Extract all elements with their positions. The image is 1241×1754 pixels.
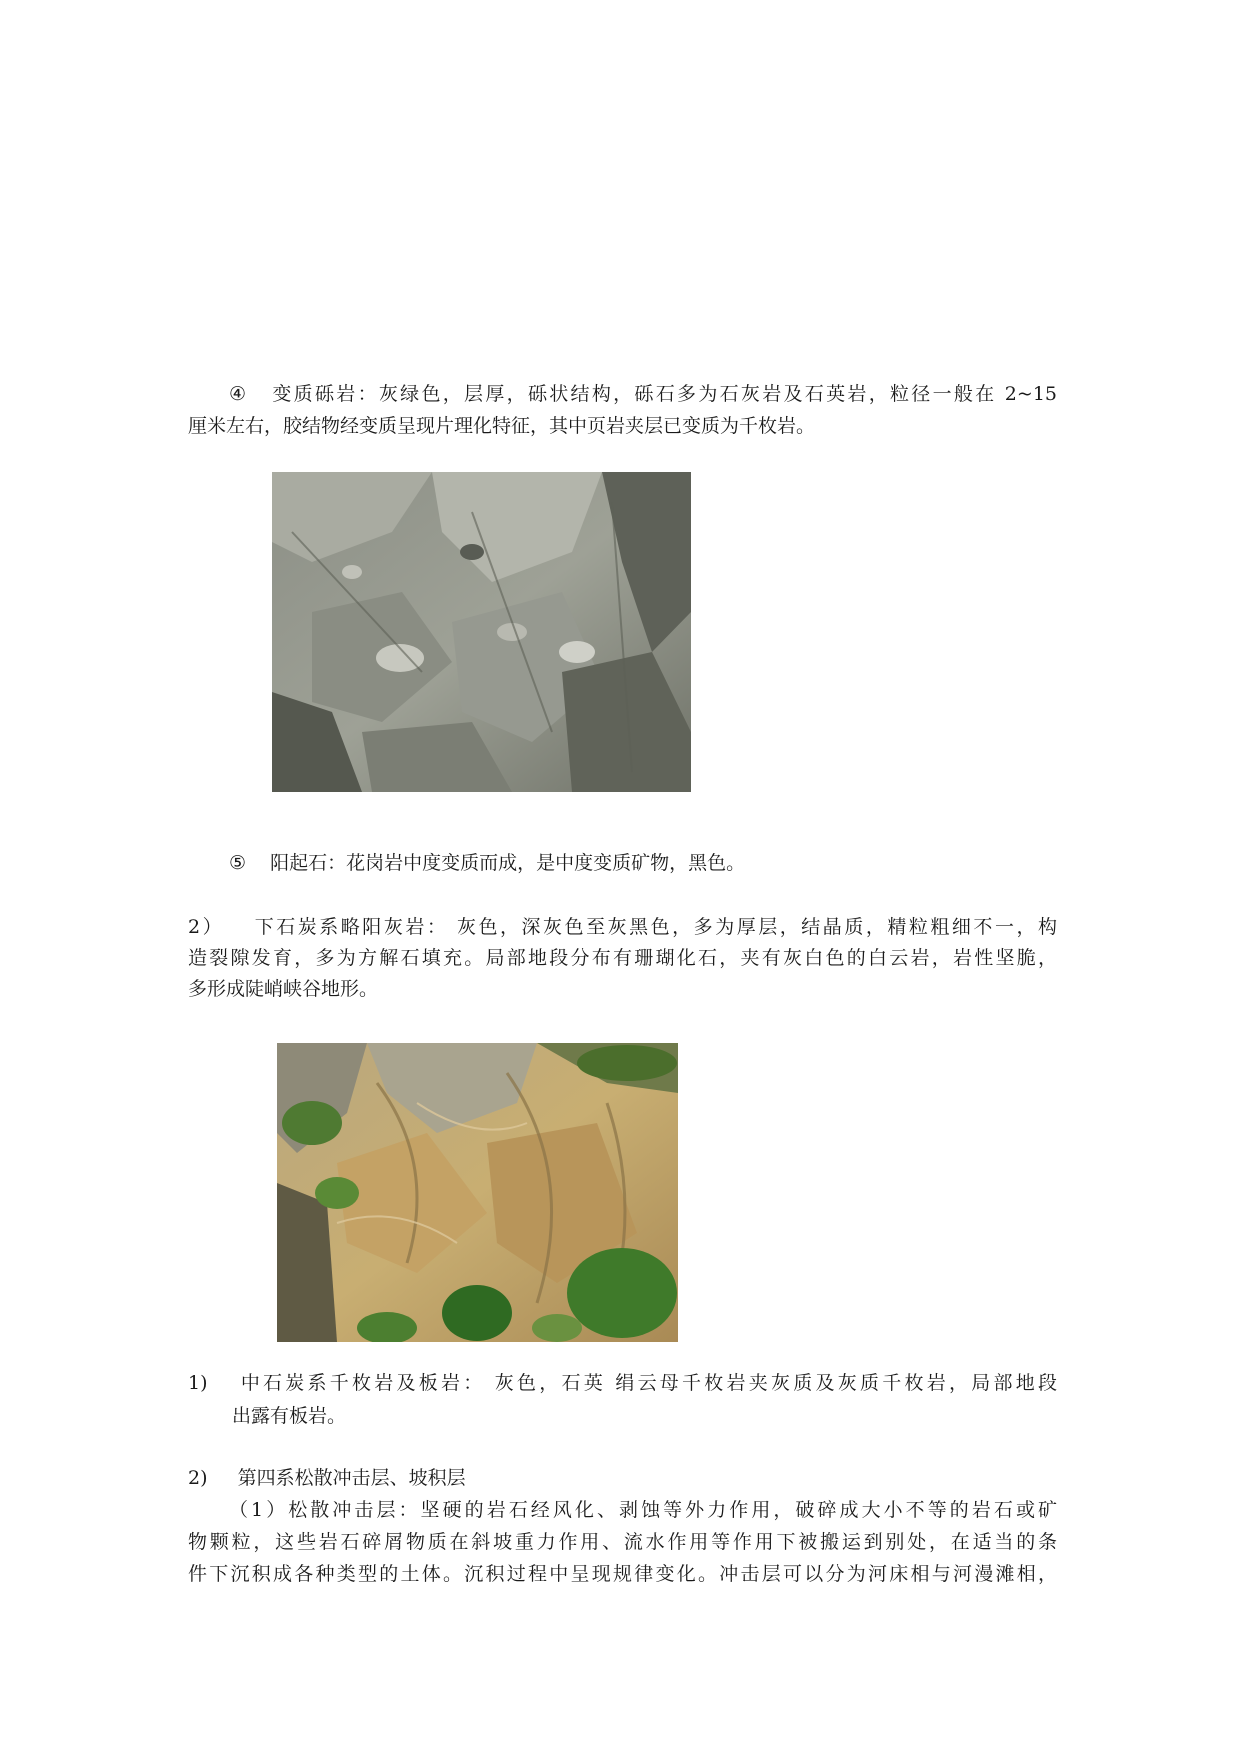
para-line3: 件下沉积成各种类型的土体。沉积过程中呈现规律变化。冲击层可以分为河床相与河漫滩相， [188, 1563, 1057, 1585]
item5-marker: ⑤ [229, 852, 247, 874]
item4-line2: 厘米左右，胶结物经变质呈现片理化特征，其中页岩夹层已变质为千枚岩。 [188, 415, 816, 437]
list2-number: 2) [188, 1467, 208, 1489]
item4-line1 [229, 381, 1057, 407]
section2-number: 2） [188, 916, 225, 938]
item4-marker: ④ [229, 383, 247, 405]
para-line2: 物颗粒，这些岩石碎屑物质在斜坡重力作用、流水作用等作用下被搬运到别处，在适当的条 [188, 1531, 1057, 1553]
section2-line3: 多形成陡峭峡谷地形。 [188, 978, 379, 1000]
section2-line1 [188, 914, 1057, 940]
item5-line [229, 850, 745, 876]
list1-line1 [188, 1370, 1057, 1396]
list1-line2: 出露有板岩。 [232, 1405, 347, 1427]
list1-text-line1: 中石炭系千枚岩及板岩： 灰色，石英 绢云母千枚岩夹灰质及灰质千枚岩，局部地段 [240, 1372, 1057, 1394]
limestone-cliff-photo [277, 1043, 678, 1342]
item5-text: 阳起石：花岗岩中度变质而成，是中度变质矿物，黑色。 [270, 852, 746, 874]
section2-text-line1: 下石炭系略阳灰岩： 灰色，深灰色至灰黑色，多为厚层，结晶质，精粒粗细不一，构 [254, 916, 1057, 938]
metamorphic-conglomerate-photo [272, 472, 691, 792]
item4-text-line1: 变质砾岩：灰绿色，层厚，砾状结构，砾石多为石灰岩及石英岩，粒径一般在 2~15 [272, 383, 1057, 405]
list2-line [188, 1465, 466, 1491]
para-line1: （1）松散冲击层：坚硬的岩石经风化、剥蚀等外力作用，破碎成大小不等的岩石或矿 [229, 1499, 1057, 1521]
list1-number: 1) [188, 1372, 208, 1394]
list2-title: 第四系松散冲击层、坡积层 [237, 1467, 466, 1489]
section2-line2: 造裂隙发育，多为方解石填充。局部地段分布有珊瑚化石，夹有灰白色的白云岩，岩性坚脆， [188, 947, 1057, 969]
